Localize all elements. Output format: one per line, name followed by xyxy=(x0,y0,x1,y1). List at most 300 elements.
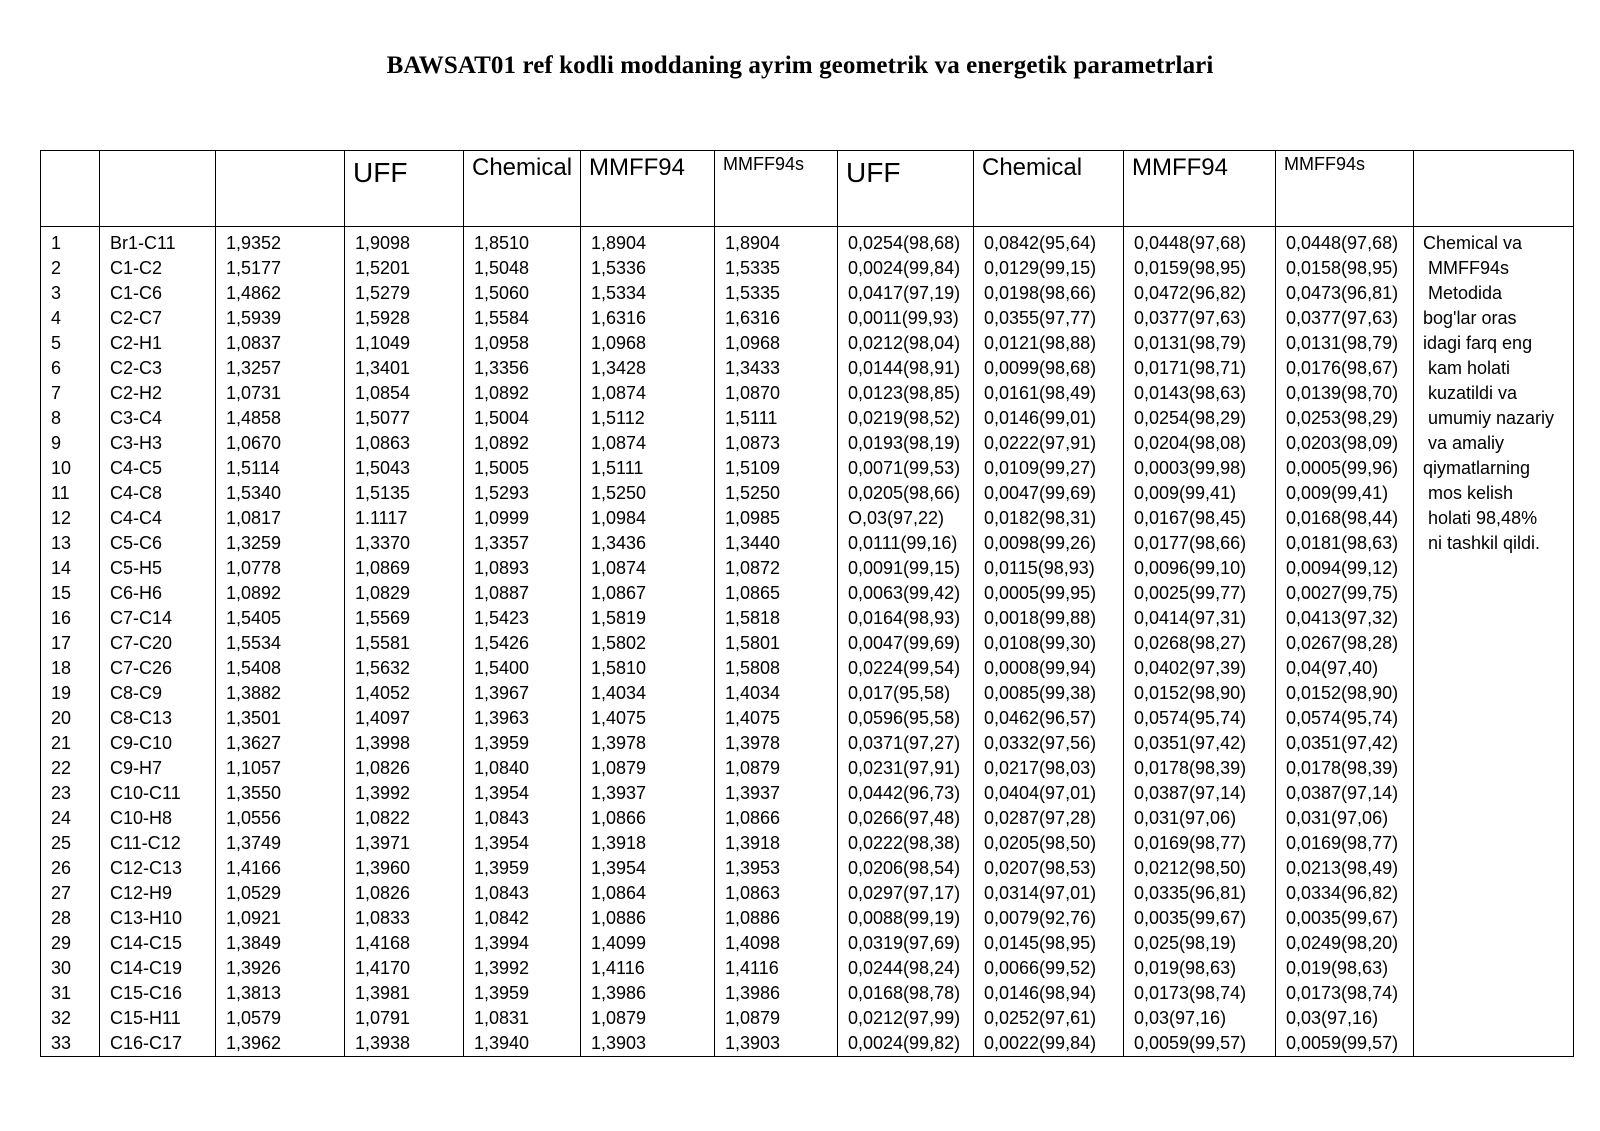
uff-difference-cell: O,03(97,22) xyxy=(838,506,974,531)
chemical-difference-cell: 0,0462(96,57) xyxy=(974,706,1124,731)
conclusion-note-line: va amaliy xyxy=(1423,433,1505,453)
mmff94s-value-cell: 1,3440 xyxy=(715,531,838,556)
mmff94-difference-cell: 0,0035(99,67) xyxy=(1124,906,1276,931)
row-number-cell: 12 xyxy=(41,506,100,531)
chemical-value-cell: 1,3940 xyxy=(464,1031,581,1057)
mmff94-difference-cell: 0,0254(98,29) xyxy=(1124,406,1276,431)
mmff94s-value-cell: 1,3978 xyxy=(715,731,838,756)
chemical-value-cell: 1,5426 xyxy=(464,631,581,656)
mmff94-value-cell: 1,3978 xyxy=(581,731,715,756)
table-row xyxy=(41,681,1574,706)
chemical-value-cell: 1,5423 xyxy=(464,606,581,631)
mmff94-difference-cell: 0,0212(98,50) xyxy=(1124,856,1276,881)
experimental-value-cell: 1,0579 xyxy=(216,1006,345,1031)
experimental-value-cell: 1,0817 xyxy=(216,506,345,531)
table-row xyxy=(41,981,1574,1006)
chemical-value-cell: 1,8510 xyxy=(464,227,581,257)
uff-value-cell: 1,9098 xyxy=(345,227,464,257)
uff-difference-cell: 0,0254(98,68) xyxy=(838,227,974,257)
chemical-value-cell: 1,0843 xyxy=(464,806,581,831)
uff-difference-cell: 0,0123(98,85) xyxy=(838,381,974,406)
row-number-cell: 14 xyxy=(41,556,100,581)
bond-name-cell: C2-H2 xyxy=(100,381,216,406)
chemical-difference-cell: 0,0842(95,64) xyxy=(974,227,1124,257)
uff-value-cell: 1,5569 xyxy=(345,606,464,631)
mmff94-difference-cell: 0,031(97,06) xyxy=(1124,806,1276,831)
uff-difference-cell: 0,0024(99,82) xyxy=(838,1031,974,1057)
experimental-value-cell: 1,3749 xyxy=(216,831,345,856)
table-row xyxy=(41,856,1574,881)
mmff94-value-cell: 1,5111 xyxy=(581,456,715,481)
mmff94s-difference-cell: 0,0176(98,67) xyxy=(1276,356,1414,381)
uff-difference-cell: 0,0244(98,24) xyxy=(838,956,974,981)
chemical-difference-cell: 0,0047(99,69) xyxy=(974,481,1124,506)
table-row xyxy=(41,506,1574,531)
conclusion-note-line: idagi farq eng xyxy=(1423,333,1533,353)
mmff94s-difference-cell: 0,031(97,06) xyxy=(1276,806,1414,831)
table-row xyxy=(41,656,1574,681)
mmff94-difference-cell: 0,0335(96,81) xyxy=(1124,881,1276,906)
bond-name-cell: C16-C17 xyxy=(100,1031,216,1057)
uff-value-cell: 1,0869 xyxy=(345,556,464,581)
parameters-table xyxy=(40,150,1574,1057)
chemical-value-cell: 1,0831 xyxy=(464,1006,581,1031)
mmff94s-difference-cell: 0,0334(96,82) xyxy=(1276,881,1414,906)
bond-name-cell: C8-C13 xyxy=(100,706,216,731)
mmff94-value-cell: 1,6316 xyxy=(581,306,715,331)
table-row xyxy=(41,556,1574,581)
mmff94s-value-cell: 1,5109 xyxy=(715,456,838,481)
mmff94-difference-cell: 0,0173(98,74) xyxy=(1124,981,1276,1006)
uff-value-cell: 1,5043 xyxy=(345,456,464,481)
mmff94s-value-cell: 1,3433 xyxy=(715,356,838,381)
bond-name-cell: C3-C4 xyxy=(100,406,216,431)
experimental-value-cell: 1,5534 xyxy=(216,631,345,656)
row-number-cell: 22 xyxy=(41,756,100,781)
table-row xyxy=(41,356,1574,381)
row-number-cell: 2 xyxy=(41,256,100,281)
header-cell-chemical: Chemical xyxy=(464,151,581,227)
row-number-cell: 15 xyxy=(41,581,100,606)
chemical-difference-cell: 0,0115(98,93) xyxy=(974,556,1124,581)
table-row xyxy=(41,481,1574,506)
row-number-cell: 17 xyxy=(41,631,100,656)
chemical-difference-cell: 0,0098(99,26) xyxy=(974,531,1124,556)
chemical-value-cell: 1,5400 xyxy=(464,656,581,681)
chemical-difference-cell: 0,0252(97,61) xyxy=(974,1006,1124,1031)
chemical-difference-cell: 0,0108(99,30) xyxy=(974,631,1124,656)
chemical-value-cell: 1,3963 xyxy=(464,706,581,731)
mmff94s-difference-cell: 0,019(98,63) xyxy=(1276,956,1414,981)
table-row xyxy=(41,731,1574,756)
uff-difference-cell: 0,017(95,58) xyxy=(838,681,974,706)
row-number-cell: 20 xyxy=(41,706,100,731)
experimental-value-cell: 1,5939 xyxy=(216,306,345,331)
mmff94-difference-cell: 0,0448(97,68) xyxy=(1124,227,1276,257)
experimental-value-cell: 1,5114 xyxy=(216,456,345,481)
experimental-value-cell: 1,9352 xyxy=(216,227,345,257)
uff-value-cell: 1,3938 xyxy=(345,1031,464,1057)
header-cell-mmff94s: MMFF94s xyxy=(715,151,838,227)
experimental-value-cell: 1,3926 xyxy=(216,956,345,981)
uff-value-cell: 1,1049 xyxy=(345,331,464,356)
conclusion-note-line: ni tashkil qildi. xyxy=(1423,533,1541,553)
table-row xyxy=(41,227,1574,257)
header-cell-index xyxy=(41,151,100,227)
chemical-difference-cell: 0,0146(99,01) xyxy=(974,406,1124,431)
uff-difference-cell: 0,0212(97,99) xyxy=(838,1006,974,1031)
table-row xyxy=(41,781,1574,806)
experimental-value-cell: 1,0556 xyxy=(216,806,345,831)
mmff94s-difference-cell: 0,0377(97,63) xyxy=(1276,306,1414,331)
experimental-value-cell: 1,3257 xyxy=(216,356,345,381)
bond-name-cell: C9-C10 xyxy=(100,731,216,756)
table-row xyxy=(41,881,1574,906)
chemical-difference-cell: 0,0129(99,15) xyxy=(974,256,1124,281)
bond-name-cell: Br1-C11 xyxy=(100,227,216,257)
header-cell-experimental xyxy=(216,151,345,227)
mmff94s-value-cell: 1,0879 xyxy=(715,1006,838,1031)
bond-name-cell: C13-H10 xyxy=(100,906,216,931)
mmff94-value-cell: 1,4116 xyxy=(581,956,715,981)
chemical-difference-cell: 0,0121(98,88) xyxy=(974,331,1124,356)
mmff94s-difference-cell: 0,0213(98,49) xyxy=(1276,856,1414,881)
bond-name-cell: C10-C11 xyxy=(100,781,216,806)
mmff94-value-cell: 1,5250 xyxy=(581,481,715,506)
header-cell-note xyxy=(1414,151,1574,227)
bond-name-cell: C15-H11 xyxy=(100,1006,216,1031)
bond-name-cell: C1-C6 xyxy=(100,281,216,306)
bond-name-cell: C11-C12 xyxy=(100,831,216,856)
uff-value-cell: 1,4097 xyxy=(345,706,464,731)
table-row xyxy=(41,281,1574,306)
conclusion-note-line: umumiy nazariy xyxy=(1423,408,1555,428)
uff-value-cell: 1,3992 xyxy=(345,781,464,806)
uff-difference-cell: 0,0417(97,19) xyxy=(838,281,974,306)
mmff94s-value-cell: 1,0870 xyxy=(715,381,838,406)
mmff94s-value-cell: 1,0879 xyxy=(715,756,838,781)
bond-name-cell: C7-C20 xyxy=(100,631,216,656)
experimental-value-cell: 1,0892 xyxy=(216,581,345,606)
mmff94s-difference-cell: 0,0005(99,96) xyxy=(1276,456,1414,481)
table-row xyxy=(41,631,1574,656)
table-row xyxy=(41,306,1574,331)
experimental-value-cell: 1,3550 xyxy=(216,781,345,806)
experimental-value-cell: 1,3627 xyxy=(216,731,345,756)
mmff94-value-cell: 1,3986 xyxy=(581,981,715,1006)
row-number-cell: 11 xyxy=(41,481,100,506)
bond-name-cell: C5-H5 xyxy=(100,556,216,581)
mmff94s-value-cell: 1,0873 xyxy=(715,431,838,456)
row-number-cell: 25 xyxy=(41,831,100,856)
mmff94-difference-cell: 0,0177(98,66) xyxy=(1124,531,1276,556)
experimental-value-cell: 1,3813 xyxy=(216,981,345,1006)
uff-value-cell: 1,0826 xyxy=(345,756,464,781)
mmff94s-difference-cell: 0,0152(98,90) xyxy=(1276,681,1414,706)
mmff94-value-cell: 1,5112 xyxy=(581,406,715,431)
uff-value-cell: 1,4168 xyxy=(345,931,464,956)
table-header-row xyxy=(41,151,1574,227)
uff-difference-cell: 0,0205(98,66) xyxy=(838,481,974,506)
chemical-value-cell: 1,0843 xyxy=(464,881,581,906)
mmff94s-difference-cell: 0,0139(98,70) xyxy=(1276,381,1414,406)
bond-name-cell: C3-H3 xyxy=(100,431,216,456)
chemical-difference-cell: 0,0332(97,56) xyxy=(974,731,1124,756)
uff-difference-cell: 0,0442(96,73) xyxy=(838,781,974,806)
mmff94-value-cell: 1,3903 xyxy=(581,1031,715,1057)
mmff94-difference-cell: 0,0167(98,45) xyxy=(1124,506,1276,531)
row-number-cell: 29 xyxy=(41,931,100,956)
bond-name-cell: C15-C16 xyxy=(100,981,216,1006)
table-row xyxy=(41,706,1574,731)
chemical-value-cell: 1,5060 xyxy=(464,281,581,306)
mmff94-value-cell: 1,5336 xyxy=(581,256,715,281)
mmff94s-value-cell: 1,3953 xyxy=(715,856,838,881)
mmff94-value-cell: 1,0874 xyxy=(581,381,715,406)
row-number-cell: 8 xyxy=(41,406,100,431)
chemical-difference-cell: 0,0217(98,03) xyxy=(974,756,1124,781)
chemical-value-cell: 1,5004 xyxy=(464,406,581,431)
mmff94s-difference-cell: 0,0173(98,74) xyxy=(1276,981,1414,1006)
mmff94-value-cell: 1,3428 xyxy=(581,356,715,381)
chemical-difference-cell: 0,0182(98,31) xyxy=(974,506,1124,531)
uff-value-cell: 1,3971 xyxy=(345,831,464,856)
uff-difference-cell: 0,0212(98,04) xyxy=(838,331,974,356)
mmff94s-value-cell: 1,0863 xyxy=(715,881,838,906)
mmff94s-difference-cell: 0,0448(97,68) xyxy=(1276,227,1414,257)
chemical-difference-cell: 0,0022(99,84) xyxy=(974,1031,1124,1057)
experimental-value-cell: 1,0731 xyxy=(216,381,345,406)
row-number-cell: 9 xyxy=(41,431,100,456)
mmff94-value-cell: 1,3937 xyxy=(581,781,715,806)
mmff94-difference-cell: 0,0414(97,31) xyxy=(1124,606,1276,631)
bond-name-cell: C4-C5 xyxy=(100,456,216,481)
mmff94s-difference-cell: 0,0574(95,74) xyxy=(1276,706,1414,731)
bond-name-cell: C2-C3 xyxy=(100,356,216,381)
mmff94s-difference-cell: 0,0027(99,75) xyxy=(1276,581,1414,606)
chemical-value-cell: 1,5584 xyxy=(464,306,581,331)
header-cell-chemical-diff: Chemical xyxy=(974,151,1124,227)
mmff94s-difference-cell: 0,0178(98,39) xyxy=(1276,756,1414,781)
experimental-value-cell: 1,3962 xyxy=(216,1031,345,1057)
conclusion-note-line: mos kelish xyxy=(1423,483,1514,503)
mmff94-value-cell: 1,4075 xyxy=(581,706,715,731)
mmff94s-value-cell: 1,4075 xyxy=(715,706,838,731)
chemical-value-cell: 1,3959 xyxy=(464,856,581,881)
uff-difference-cell: 0,0222(98,38) xyxy=(838,831,974,856)
mmff94s-difference-cell: 0,0035(99,67) xyxy=(1276,906,1414,931)
experimental-value-cell: 1,0670 xyxy=(216,431,345,456)
table-row xyxy=(41,906,1574,931)
mmff94s-value-cell: 1,5808 xyxy=(715,656,838,681)
chemical-value-cell: 1,0840 xyxy=(464,756,581,781)
experimental-value-cell: 1,3259 xyxy=(216,531,345,556)
header-cell-uff-diff: UFF xyxy=(838,151,974,227)
experimental-value-cell: 1,5405 xyxy=(216,606,345,631)
bond-name-cell: C7-C26 xyxy=(100,656,216,681)
bond-name-cell: C9-H7 xyxy=(100,756,216,781)
mmff94s-difference-cell: 0,0169(98,77) xyxy=(1276,831,1414,856)
bond-name-cell: C12-H9 xyxy=(100,881,216,906)
uff-difference-cell: 0,0266(97,48) xyxy=(838,806,974,831)
uff-value-cell: 1,5632 xyxy=(345,656,464,681)
mmff94s-difference-cell: 0,0131(98,79) xyxy=(1276,331,1414,356)
conclusion-note-line: bog'lar oras xyxy=(1423,308,1517,328)
mmff94-value-cell: 1,5802 xyxy=(581,631,715,656)
bond-name-cell: C4-C8 xyxy=(100,481,216,506)
chemical-difference-cell: 0,0018(99,88) xyxy=(974,606,1124,631)
bond-name-cell: C14-C19 xyxy=(100,956,216,981)
mmff94s-difference-cell: 0,04(97,40) xyxy=(1276,656,1414,681)
experimental-value-cell: 1,5408 xyxy=(216,656,345,681)
experimental-value-cell: 1,4166 xyxy=(216,856,345,881)
chemical-value-cell: 1,0892 xyxy=(464,431,581,456)
chemical-difference-cell: 0,0355(97,77) xyxy=(974,306,1124,331)
uff-difference-cell: 0,0297(97,17) xyxy=(838,881,974,906)
experimental-value-cell: 1,5340 xyxy=(216,481,345,506)
conclusion-note-line: Metodida xyxy=(1423,283,1503,303)
mmff94-difference-cell: 0,0204(98,08) xyxy=(1124,431,1276,456)
bond-name-cell: C10-H8 xyxy=(100,806,216,831)
mmff94-difference-cell: 0,0377(97,63) xyxy=(1124,306,1276,331)
table-row xyxy=(41,1006,1574,1031)
mmff94-value-cell: 1,4099 xyxy=(581,931,715,956)
uff-value-cell: 1,0791 xyxy=(345,1006,464,1031)
mmff94-value-cell: 1,0874 xyxy=(581,431,715,456)
chemical-difference-cell: 0,0205(98,50) xyxy=(974,831,1124,856)
bond-name-cell: C6-H6 xyxy=(100,581,216,606)
bond-name-cell: C2-C7 xyxy=(100,306,216,331)
mmff94s-value-cell: 1,0886 xyxy=(715,906,838,931)
mmff94-difference-cell: 0,0351(97,42) xyxy=(1124,731,1276,756)
uff-difference-cell: 0,0024(99,84) xyxy=(838,256,974,281)
mmff94s-difference-cell: 0,03(97,16) xyxy=(1276,1006,1414,1031)
table-row xyxy=(41,331,1574,356)
mmff94-difference-cell: 0,009(99,41) xyxy=(1124,481,1276,506)
chemical-value-cell: 1,3959 xyxy=(464,981,581,1006)
mmff94-value-cell: 1,0879 xyxy=(581,756,715,781)
mmff94s-value-cell: 1,0872 xyxy=(715,556,838,581)
mmff94s-value-cell: 1,0968 xyxy=(715,331,838,356)
mmff94-value-cell: 1,4034 xyxy=(581,681,715,706)
row-number-cell: 30 xyxy=(41,956,100,981)
mmff94-difference-cell: 0,0003(99,98) xyxy=(1124,456,1276,481)
uff-value-cell: 1,0829 xyxy=(345,581,464,606)
chemical-value-cell: 1,0999 xyxy=(464,506,581,531)
experimental-value-cell: 1,0837 xyxy=(216,331,345,356)
chemical-value-cell: 1,5048 xyxy=(464,256,581,281)
uff-difference-cell: 0,0091(99,15) xyxy=(838,556,974,581)
conclusion-note-line: kuzatildi va xyxy=(1423,383,1518,403)
mmff94s-difference-cell: 0,0267(98,28) xyxy=(1276,631,1414,656)
chemical-value-cell: 1,3967 xyxy=(464,681,581,706)
uff-difference-cell: 0,0011(99,93) xyxy=(838,306,974,331)
mmff94-difference-cell: 0,0402(97,39) xyxy=(1124,656,1276,681)
chemical-value-cell: 1,0842 xyxy=(464,906,581,931)
chemical-value-cell: 1,5293 xyxy=(464,481,581,506)
chemical-value-cell: 1,3954 xyxy=(464,781,581,806)
chemical-value-cell: 1,3992 xyxy=(464,956,581,981)
row-number-cell: 31 xyxy=(41,981,100,1006)
table-row xyxy=(41,456,1574,481)
chemical-value-cell: 1,3994 xyxy=(464,931,581,956)
mmff94s-difference-cell: 0,009(99,41) xyxy=(1276,481,1414,506)
chemical-value-cell: 1,0893 xyxy=(464,556,581,581)
mmff94-difference-cell: 0,0171(98,71) xyxy=(1124,356,1276,381)
mmff94s-value-cell: 1,5335 xyxy=(715,281,838,306)
table-row xyxy=(41,406,1574,431)
bond-name-cell: C12-C13 xyxy=(100,856,216,881)
conclusion-note-line: kam holati xyxy=(1423,358,1511,378)
mmff94-value-cell: 1,0874 xyxy=(581,556,715,581)
mmff94s-value-cell: 1,5111 xyxy=(715,406,838,431)
mmff94-difference-cell: 0,0152(98,90) xyxy=(1124,681,1276,706)
table-row xyxy=(41,531,1574,556)
experimental-value-cell: 1,3849 xyxy=(216,931,345,956)
page-title: BAWSAT01 ref kodli moddaning ayrim geometrik va energetik parametrlari xyxy=(386,52,1214,79)
bond-name-cell: C2-H1 xyxy=(100,331,216,356)
mmff94-difference-cell: 0,0169(98,77) xyxy=(1124,831,1276,856)
header-cell-bond xyxy=(100,151,216,227)
chemical-difference-cell: 0,0008(99,94) xyxy=(974,656,1124,681)
mmff94s-value-cell: 1,3903 xyxy=(715,1031,838,1057)
row-number-cell: 16 xyxy=(41,606,100,631)
mmff94-difference-cell: 0,0025(99,77) xyxy=(1124,581,1276,606)
experimental-value-cell: 1,0921 xyxy=(216,906,345,931)
mmff94-value-cell: 1,5810 xyxy=(581,656,715,681)
conclusion-note-cell xyxy=(1414,227,1574,1057)
uff-difference-cell: 0,0193(98,19) xyxy=(838,431,974,456)
uff-value-cell: 1,0826 xyxy=(345,881,464,906)
table-row xyxy=(41,606,1574,631)
uff-value-cell: 1,0822 xyxy=(345,806,464,831)
uff-value-cell: 1,3960 xyxy=(345,856,464,881)
uff-difference-cell: 0,0224(99,54) xyxy=(838,656,974,681)
bond-name-cell: C14-C15 xyxy=(100,931,216,956)
uff-value-cell: 1.1117 xyxy=(345,506,464,531)
uff-value-cell: 1,5928 xyxy=(345,306,464,331)
mmff94s-value-cell: 1,0866 xyxy=(715,806,838,831)
mmff94s-value-cell: 1,5250 xyxy=(715,481,838,506)
row-number-cell: 19 xyxy=(41,681,100,706)
uff-difference-cell: 0,0231(97,91) xyxy=(838,756,974,781)
chemical-difference-cell: 0,0109(99,27) xyxy=(974,456,1124,481)
row-number-cell: 28 xyxy=(41,906,100,931)
uff-value-cell: 1,5581 xyxy=(345,631,464,656)
mmff94s-difference-cell: 0,0168(98,44) xyxy=(1276,506,1414,531)
uff-value-cell: 1,3981 xyxy=(345,981,464,1006)
chemical-value-cell: 1,3954 xyxy=(464,831,581,856)
bond-name-cell: C4-C4 xyxy=(100,506,216,531)
mmff94s-value-cell: 1,4116 xyxy=(715,956,838,981)
mmff94s-difference-cell: 0,0253(98,29) xyxy=(1276,406,1414,431)
chemical-difference-cell: 0,0314(97,01) xyxy=(974,881,1124,906)
chemical-difference-cell: 0,0099(98,68) xyxy=(974,356,1124,381)
mmff94-difference-cell: 0,0268(98,27) xyxy=(1124,631,1276,656)
row-number-cell: 5 xyxy=(41,331,100,356)
chemical-difference-cell: 0,0404(97,01) xyxy=(974,781,1124,806)
uff-difference-cell: 0,0111(99,16) xyxy=(838,531,974,556)
chemical-difference-cell: 0,0066(99,52) xyxy=(974,956,1124,981)
mmff94-value-cell: 1,0968 xyxy=(581,331,715,356)
experimental-value-cell: 1,4858 xyxy=(216,406,345,431)
bond-name-cell: C5-C6 xyxy=(100,531,216,556)
mmff94s-difference-cell: 0,0094(99,12) xyxy=(1276,556,1414,581)
conclusion-note-line: holati 98,48% xyxy=(1423,508,1538,528)
chemical-difference-cell: 0,0287(97,28) xyxy=(974,806,1124,831)
experimental-value-cell: 1,3882 xyxy=(216,681,345,706)
chemical-difference-cell: 0,0222(97,91) xyxy=(974,431,1124,456)
